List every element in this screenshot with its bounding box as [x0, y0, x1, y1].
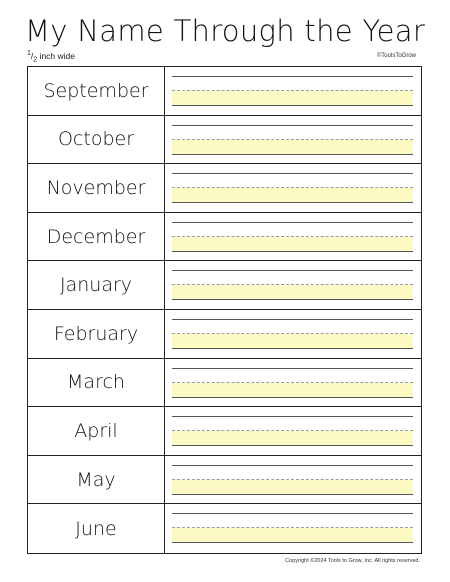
month-row: [28, 67, 421, 116]
highlight-band: [172, 480, 413, 494]
highlight-band: [172, 237, 413, 251]
top-line: [172, 270, 413, 271]
month-row: [28, 504, 421, 553]
month-row: [28, 310, 421, 359]
top-line: [172, 76, 413, 77]
top-line: [172, 368, 413, 369]
highlight-band: [172, 285, 413, 299]
dashed-midline: [172, 187, 413, 188]
baseline: [172, 397, 413, 398]
handwriting-lines[interactable]: [172, 164, 413, 212]
dashed-midline: [172, 90, 413, 91]
size-note-text: inch wide: [39, 50, 75, 61]
highlight-band: [172, 528, 413, 542]
baseline: [172, 251, 413, 252]
dashed-midline: [172, 479, 413, 480]
top-line: [172, 416, 413, 417]
brand-mark: ©ToolsToGrow: [376, 53, 416, 59]
baseline: [172, 445, 413, 446]
dashed-midline: [172, 333, 413, 334]
highlight-band: [172, 383, 413, 397]
copyright-footer: Copyright ©2024 Tools to Grow, Inc. All rights reserved.: [285, 558, 420, 564]
dashed-midline: [172, 139, 413, 140]
size-note-numerator: 1: [27, 50, 31, 57]
top-line: [172, 125, 413, 126]
handwriting-lines[interactable]: [172, 359, 413, 407]
handwriting-lines[interactable]: [172, 261, 413, 309]
baseline: [172, 105, 413, 106]
top-line: [172, 173, 413, 174]
size-note: $^1/_2$ inch wide: [27, 50, 75, 64]
month-label: January: [28, 261, 165, 309]
baseline: [172, 154, 413, 155]
baseline: [172, 494, 413, 495]
size-note-denominator: 2: [33, 56, 38, 64]
month-label: September: [28, 67, 165, 115]
baseline: [172, 299, 413, 300]
dashed-midline: [172, 527, 413, 528]
month-label: March: [28, 359, 165, 407]
month-row: [28, 456, 421, 505]
month-label: February: [28, 310, 165, 358]
baseline: [172, 348, 413, 349]
top-line: [172, 222, 413, 223]
dashed-midline: [172, 284, 413, 285]
handwriting-lines[interactable]: [172, 504, 413, 553]
highlight-band: [172, 334, 413, 348]
highlight-band: [172, 140, 413, 154]
handwriting-lines[interactable]: [172, 310, 413, 358]
month-label: May: [28, 456, 165, 504]
top-line: [172, 319, 413, 320]
month-row: [28, 407, 421, 456]
top-line: [172, 465, 413, 466]
baseline: [172, 202, 413, 203]
month-row: [28, 261, 421, 310]
month-label: June: [28, 504, 165, 553]
highlight-band: [172, 431, 413, 445]
handwriting-lines[interactable]: [172, 116, 413, 164]
handwriting-lines[interactable]: [172, 407, 413, 455]
highlight-band: [172, 188, 413, 202]
dashed-midline: [172, 382, 413, 383]
month-row: [28, 164, 421, 213]
dashed-midline: [172, 236, 413, 237]
handwriting-lines[interactable]: [172, 67, 413, 115]
highlight-band: [172, 91, 413, 105]
month-label: November: [28, 164, 165, 212]
worksheet-table: [27, 66, 422, 554]
handwriting-lines[interactable]: [172, 213, 413, 261]
month-label: December: [28, 213, 165, 261]
dashed-midline: [172, 430, 413, 431]
month-label: October: [28, 116, 165, 164]
baseline: [172, 542, 413, 543]
month-row: [28, 359, 421, 408]
month-row: [28, 116, 421, 165]
month-label: April: [28, 407, 165, 455]
handwriting-lines[interactable]: [172, 456, 413, 504]
top-line: [172, 513, 413, 514]
month-row: [28, 213, 421, 262]
page-title: My Name Through the Year: [24, 14, 426, 48]
